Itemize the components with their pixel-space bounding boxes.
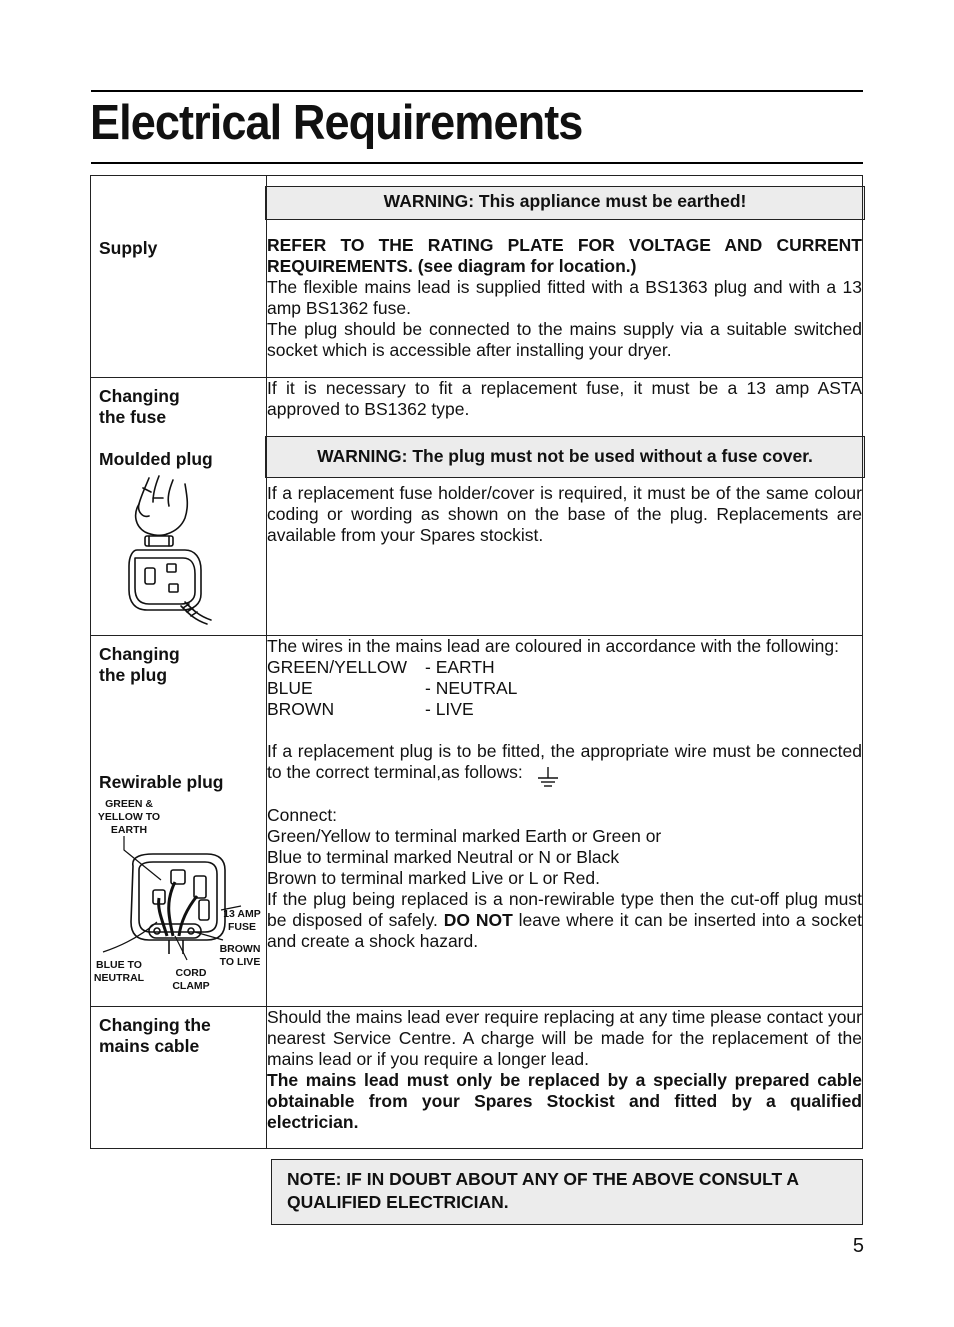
wire-intro: The wires in the mains lead are coloured in accordance with the following: bbox=[267, 636, 839, 656]
supply-row bbox=[91, 176, 863, 378]
wire-function: - EARTH bbox=[425, 657, 495, 677]
replace-plug-sentence: If a replacement plug is to be fitted, the appropriate wire must be connected to the correct terminal,as follows: bbox=[267, 741, 862, 782]
wire-colour: BROWN bbox=[267, 699, 335, 719]
fuse-diagram-label: 13 AMP FUSE bbox=[223, 908, 261, 933]
moulded-plug-label: Moulded plug bbox=[99, 449, 213, 469]
plug-row bbox=[91, 636, 863, 1007]
earthed-warning-box bbox=[265, 186, 865, 220]
wire-row-neutral bbox=[267, 678, 862, 699]
cable-row bbox=[91, 1007, 863, 1149]
disposal-warning-b: leave where it can be inserted into a socket and create a shock hazard. bbox=[267, 910, 862, 951]
earth-symbol-icon bbox=[536, 766, 560, 792]
cable-paragraph: Should the mains lead ever require replacing at any time please contact your nearest Service Centre. A charge will be made for the replacement of the mains lead or if you require a longer lead. bbox=[267, 1007, 862, 1069]
fuse-label: Changing the fuse bbox=[99, 386, 180, 427]
wire-function: - LIVE bbox=[425, 699, 474, 719]
plug-text-cell bbox=[267, 636, 863, 1007]
supply-text-cell bbox=[267, 176, 863, 378]
replace-plug-text bbox=[267, 741, 862, 792]
supply-paragraph-2: The plug should be connected to the mains supply via a suitable switched socket which is accessible after installing your dryer. bbox=[267, 319, 862, 360]
rewirable-plug-label: Rewirable plug bbox=[99, 772, 224, 792]
page-title: Electrical Requirements bbox=[90, 96, 583, 150]
do-not-text: DO NOT bbox=[443, 910, 513, 930]
plug-label-cell bbox=[91, 636, 267, 1007]
connect-line-live: Brown to terminal marked Live or L or Red. bbox=[267, 868, 600, 888]
fuse-cover-warning-box bbox=[265, 436, 865, 478]
neutral-diagram-label: BLUE TO NEUTRAL bbox=[93, 959, 145, 984]
wire-function: - NEUTRAL bbox=[425, 678, 518, 698]
requirements-table bbox=[90, 175, 863, 1149]
supply-label: Supply bbox=[99, 238, 158, 258]
supply-paragraph-1: The flexible mains lead is supplied fitted with a BS1363 plug and with a 13 amp BS1362 fuse. bbox=[267, 277, 862, 318]
disposal-warning-a: If the plug being replaced is a non-rewirable type then the cut-off plug must be disposed of safely. bbox=[267, 889, 862, 930]
connect-line-neutral: Blue to terminal marked Neutral or N or Black bbox=[267, 847, 620, 867]
clamp-diagram-label: CORD CLAMP bbox=[172, 967, 210, 992]
plug-label: Changing the plug bbox=[99, 644, 180, 685]
wire-row-earth bbox=[267, 657, 862, 678]
earthed-warning-text: WARNING: This appliance must be earthed! bbox=[383, 191, 747, 211]
fuse-paragraph-1: If it is necessary to fit a replacement fuse, it must be a 13 amp ASTA approved to BS1362 type. bbox=[267, 378, 862, 419]
fuse-paragraph-2: If a replacement fuse holder/cover is required, it must be of the same colour coding or wording as shown on the base of the plug. Replacements are available from your Spares stockist. bbox=[267, 483, 862, 545]
page-number: 5 bbox=[852, 1235, 864, 1257]
connect-heading: Connect: bbox=[267, 805, 338, 825]
note-text: NOTE: IF IN DOUBT ABOUT ANY OF THE ABOVE CONSULT A QUALIFIED ELECTRICIAN. bbox=[287, 1169, 799, 1212]
cable-label: Changing the mains cable bbox=[99, 1015, 211, 1056]
fuse-text-cell bbox=[267, 378, 863, 636]
connect-line-earth: Green/Yellow to terminal marked Earth or Green or bbox=[267, 826, 662, 846]
disposal-warning bbox=[267, 889, 862, 952]
title-rule-top bbox=[91, 90, 863, 92]
fuse-label-cell bbox=[91, 378, 267, 636]
cable-label-cell bbox=[91, 1007, 267, 1149]
rating-plate-text: REFER TO THE RATING PLATE FOR VOLTAGE AND CURRENT REQUIREMENTS. (see diagram for location.) bbox=[267, 235, 862, 276]
fuse-cover-warning-text: WARNING: The plug must not be used without a fuse cover. bbox=[317, 446, 813, 466]
supply-label-cell bbox=[91, 176, 267, 378]
cable-text-cell bbox=[267, 1007, 863, 1149]
note-box bbox=[271, 1159, 863, 1225]
wire-colour: GREEN/YELLOW bbox=[267, 657, 408, 677]
rewirable-plug-diagram bbox=[91, 836, 263, 986]
cable-bold-paragraph: The mains lead must only be replaced by a specially prepared cable obtainable from your Spares Stockist and fitted by a qualified electrician. bbox=[267, 1070, 862, 1132]
fuse-row bbox=[91, 378, 863, 636]
wire-row-live bbox=[267, 699, 862, 720]
title-rule-bottom bbox=[91, 162, 863, 164]
live-diagram-label: BROWN TO LIVE bbox=[219, 943, 261, 968]
earth-diagram-label: GREEN & YELLOW TO EARTH bbox=[97, 798, 161, 836]
moulded-plug-illustration bbox=[123, 474, 213, 626]
wire-colour: BLUE bbox=[267, 678, 313, 698]
